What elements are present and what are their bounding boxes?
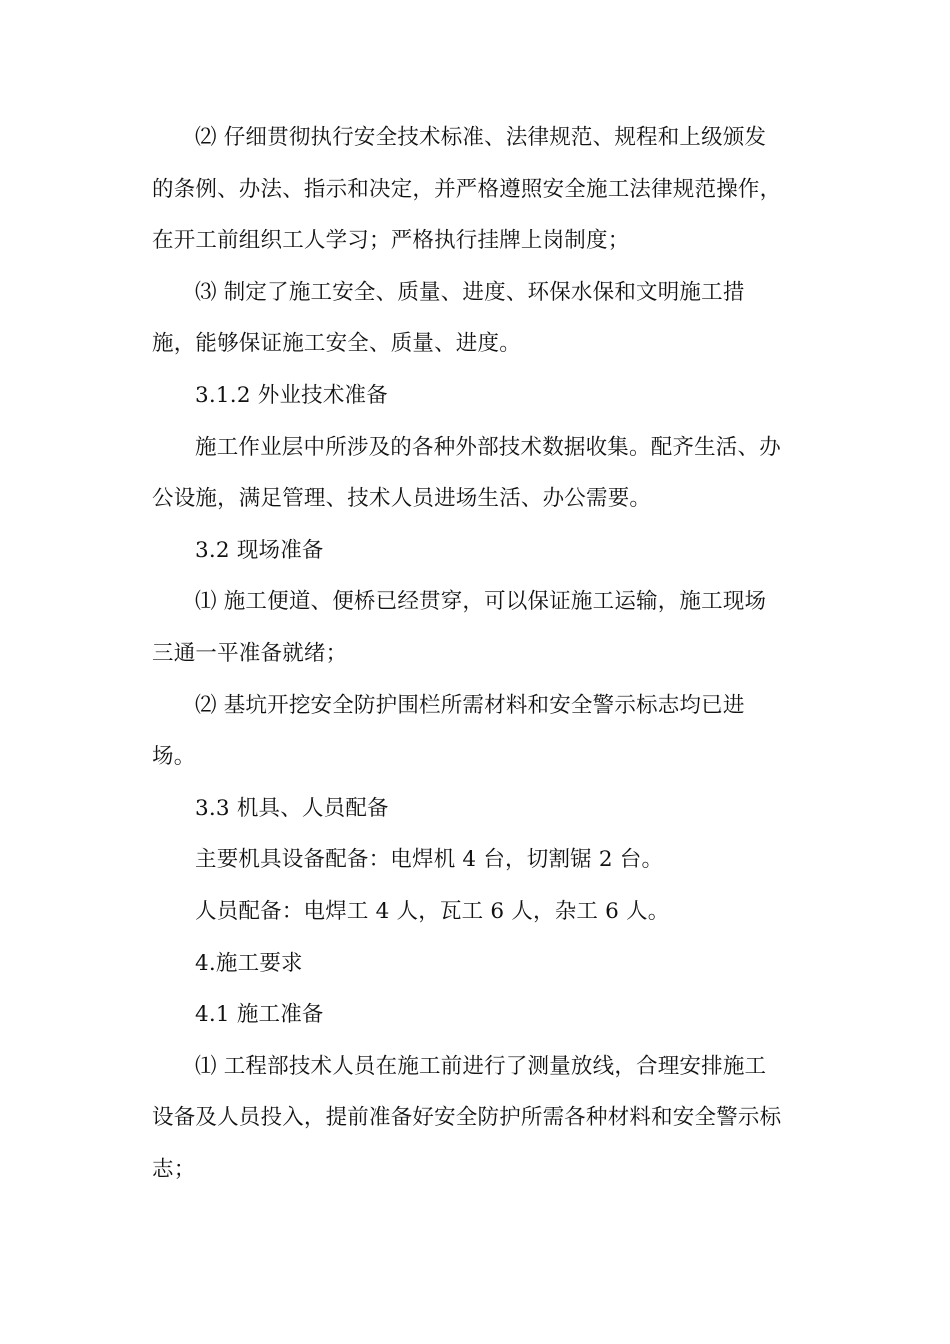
text-line: ⑴ 施工便道、便桥已经贯穿，可以保证施工运输，施工现场 xyxy=(195,589,767,615)
heading-3-2 xyxy=(152,525,804,577)
text-line: 的条例、办法、指示和决定，并严格遵照安全施工法律规范操作， xyxy=(152,176,782,202)
paragraph-site-roads xyxy=(152,576,804,679)
text-line: 三通一平准备就绪； xyxy=(152,640,348,666)
text-line: 人员配备：电焊工 4 人，瓦工 6 人，杂工 6 人。 xyxy=(195,898,670,924)
text-line: 施工作业层中所涉及的各种外部技术数据收集。配齐生活、办 xyxy=(195,434,781,460)
section-heading: 4.施工要求 xyxy=(195,950,303,976)
text-line: ⑵ 基坑开挖安全防护围栏所需材料和安全警示标志均已进 xyxy=(195,692,745,718)
section-heading: 3.2 现场准备 xyxy=(195,537,324,563)
text-line: 场。 xyxy=(152,744,196,770)
text-line: ⑶ 制定了施工安全、质量、进度、环保水保和文明施工措 xyxy=(195,279,745,305)
heading-3-1-2 xyxy=(152,370,804,422)
paragraph-equipment xyxy=(152,834,804,886)
section-heading: 3.1.2 外业技术准备 xyxy=(195,382,388,408)
section-heading: 3.3 机具、人员配备 xyxy=(195,795,389,821)
section-heading: 4.1 施工准备 xyxy=(195,1002,324,1028)
text-line: 设备及人员投入，提前准备好安全防护所需各种材料和安全警示标 xyxy=(152,1105,782,1131)
text-line: ⑴ 工程部技术人员在施工前进行了测量放线，合理安排施工 xyxy=(195,1053,767,1079)
paragraph-pit-fence xyxy=(152,680,804,783)
text-line: 在开工前组织工人学习；严格执行挂牌上岗制度； xyxy=(152,228,630,254)
text-line: 施，能够保证施工安全、质量、进度。 xyxy=(152,331,521,357)
text-line: 志； xyxy=(152,1156,196,1182)
heading-4 xyxy=(152,938,804,990)
paragraph-external-tech xyxy=(152,422,804,525)
heading-4-1 xyxy=(152,989,804,1041)
document-body xyxy=(152,112,804,1195)
text-line: 公设施，满足管理、技术人员进场生活、办公需要。 xyxy=(152,486,652,512)
paragraph-survey xyxy=(152,1041,804,1196)
text-line: 主要机具设备配备：电焊机 4 台，切割锯 2 台。 xyxy=(195,847,664,873)
paragraph-safety-standards xyxy=(152,112,804,267)
paragraph-personnel xyxy=(152,886,804,938)
text-line: ⑵ 仔细贯彻执行安全技术标准、法律规范、规程和上级颁发 xyxy=(195,125,767,150)
heading-3-3 xyxy=(152,783,804,835)
paragraph-measures xyxy=(152,267,804,370)
